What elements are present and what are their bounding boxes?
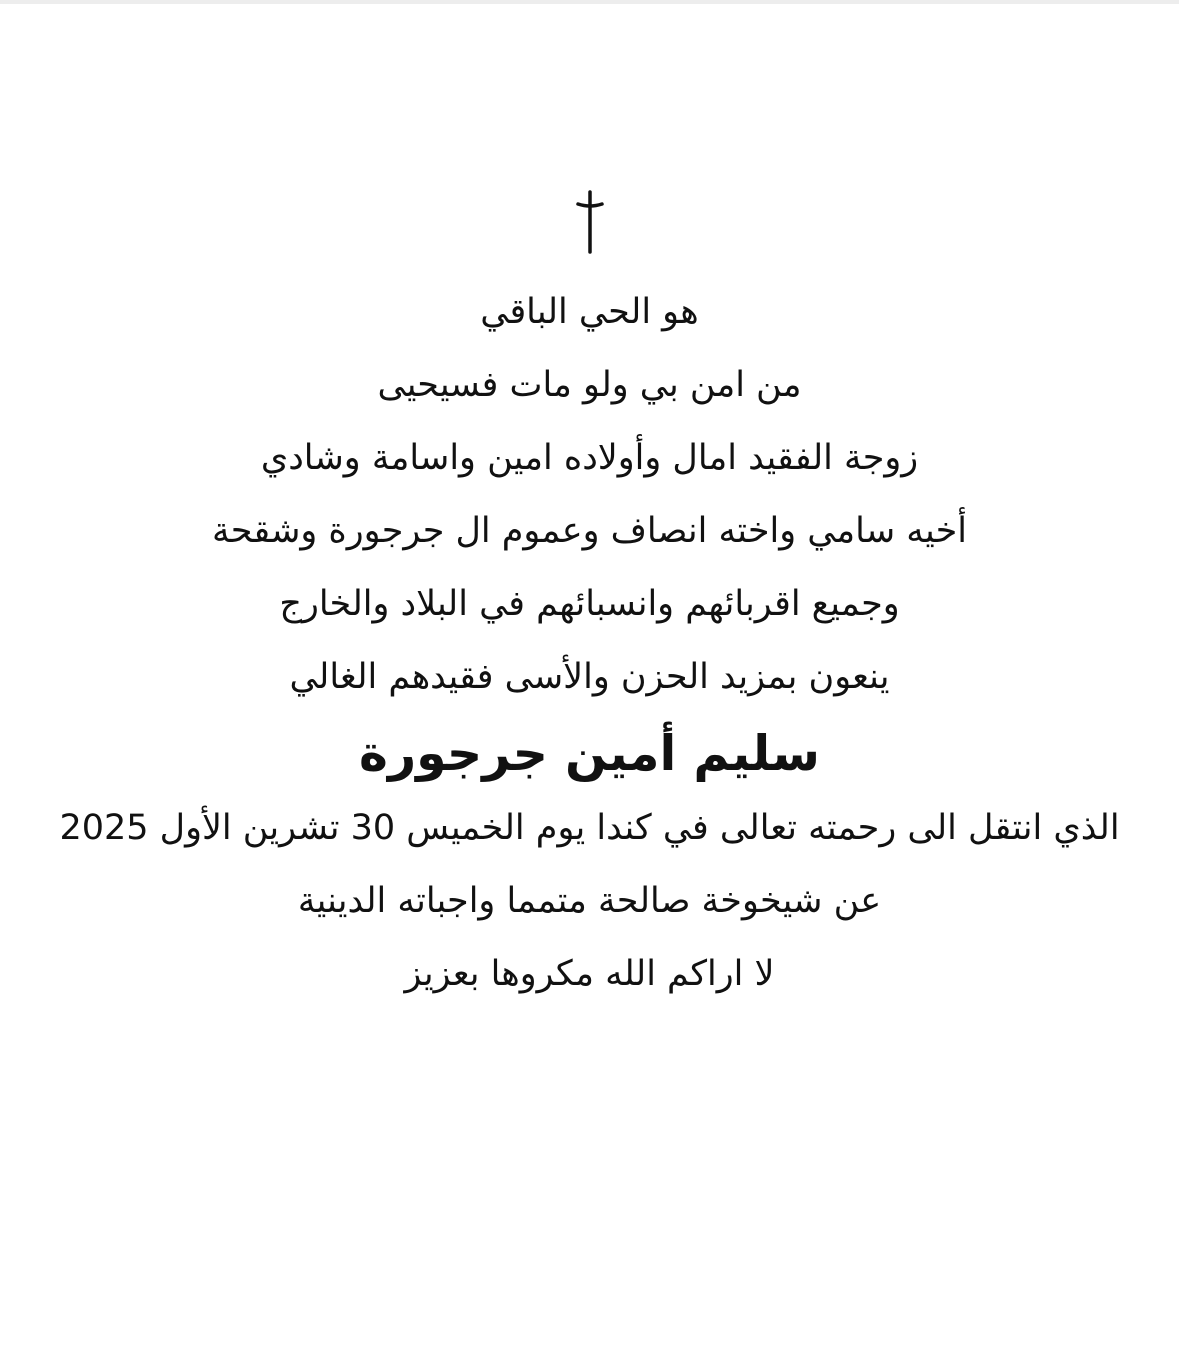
cross-icon <box>570 190 610 254</box>
obituary-notice <box>0 190 1179 1011</box>
mourning-statement: ينعون بمزيد الحزن والأسى فقيدهم الغالي <box>289 657 890 697</box>
closing-description: عن شيخوخة صالحة متمما واجباته الدينية <box>297 881 882 921</box>
opening-phrase: هو الحي الباقي <box>480 292 699 332</box>
deceased-name: سليم أمين جرجورة <box>359 725 820 782</box>
death-details: الذي انتقل الى رحمته تعالى في كندا يوم الخميس 30 تشرين الأول 2025 <box>59 808 1120 848</box>
top-border <box>0 0 1179 4</box>
scripture-verse: من امن بي ولو مات فسيحيى <box>377 365 802 405</box>
family-relatives: وجميع اقربائهم وانسبائهم في البلاد والخارج <box>279 584 900 624</box>
closing-blessing: لا اراكم الله مكروها بعزيز <box>404 954 775 994</box>
family-siblings: أخيه سامي واخته انصاف وعموم ال جرجورة وشقحة <box>212 511 967 551</box>
family-wife-children: زوجة الفقيد امال وأولاده امين واسامة وشادي <box>260 438 919 478</box>
